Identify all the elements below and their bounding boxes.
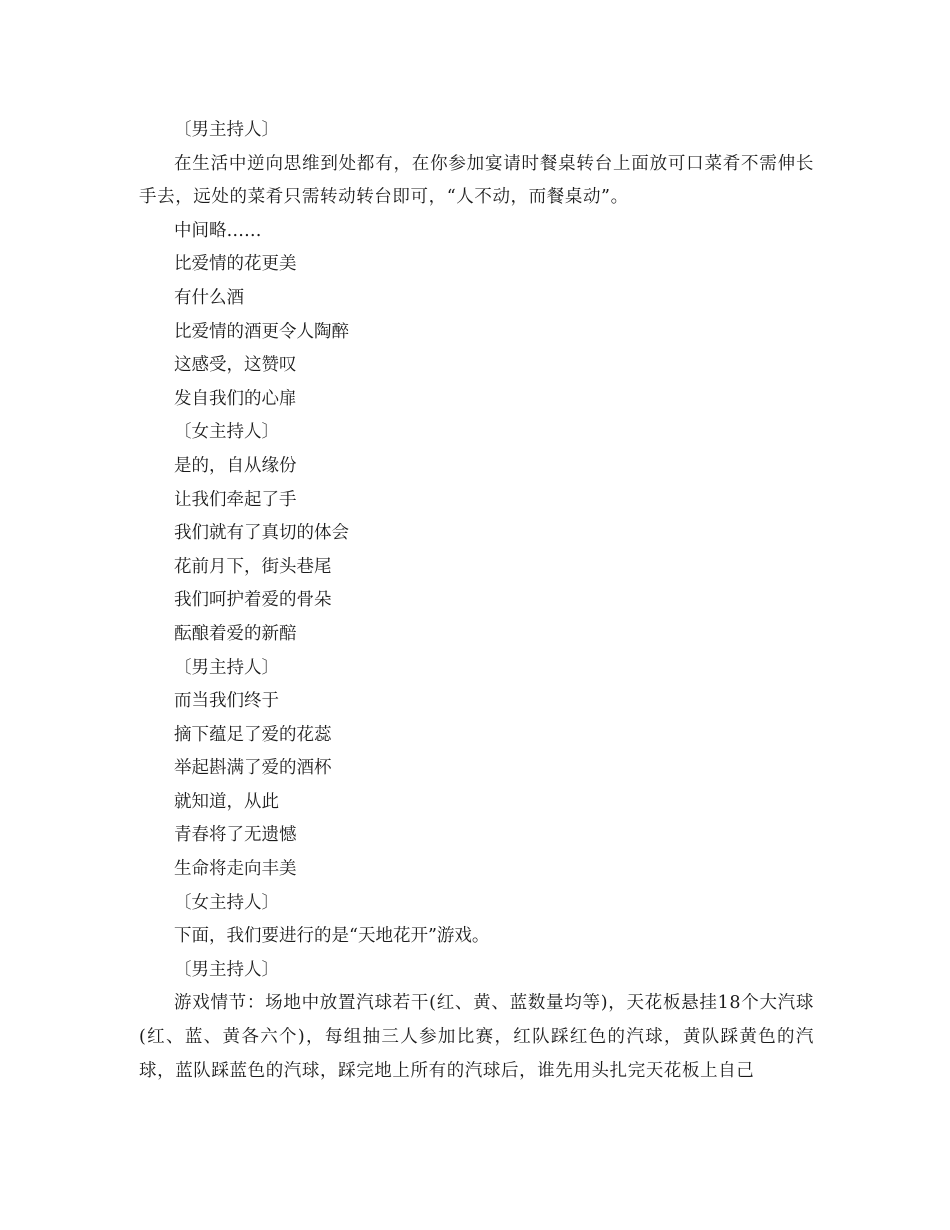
poem-line: 摘下蕴足了爱的花蕊 [174, 724, 332, 745]
poem-line: 我们就有了真切的体会 [174, 523, 349, 544]
poem-line: 让我们牵起了手 [174, 489, 297, 510]
poem-line: 比爱情的花更美 [174, 254, 297, 275]
speaker-label: 〔女主持人〕 [174, 892, 279, 913]
poem-line: 比爱情的酒更令人陶醉 [174, 321, 349, 342]
body-line: 下面，我们要进行的是“天地花开”游戏。 [174, 926, 490, 947]
poem-line: 举起斟满了爱的酒杯 [174, 758, 332, 779]
poem-line: 这感受，这赞叹 [174, 355, 297, 376]
poem-line: 花前月下，街头巷尾 [174, 556, 332, 577]
speaker-label: 〔男主持人〕 [174, 959, 279, 980]
body-paragraph: 在生活中逆向思维到处都有，在你参加宴请时餐桌转台上面放可口菜肴不需伸长手去，远处的菜肴只需转动转台即可，“人不动，而餐桌动”。 [139, 153, 814, 208]
poem-line: 发自我们的心扉 [174, 388, 297, 409]
poem-line: 而当我们终于 [174, 691, 279, 712]
body-line: 中间略…… [174, 220, 262, 241]
poem-line: 有什么酒 [174, 287, 244, 308]
poem-line: 青春将了无遗憾 [174, 825, 297, 846]
document-body [139, 114, 814, 1088]
poem-line: 就知道，从此 [174, 791, 279, 812]
speaker-label: 〔女主持人〕 [174, 422, 279, 443]
poem-line: 酝酿着爱的新醅 [174, 623, 297, 644]
poem-line: 是的，自从缘份 [174, 455, 297, 476]
poem-line: 生命将走向丰美 [174, 859, 297, 880]
speaker-label: 〔男主持人〕 [174, 657, 279, 678]
poem-line: 我们呵护着爱的骨朵 [174, 590, 332, 611]
speaker-label: 〔男主持人〕 [174, 120, 279, 140]
body-paragraph: 游戏情节：场地中放置汽球若干(红、黄、蓝数量均等)，天花板悬挂18个大汽球(红、蓝、黄各六个)，每组抽三人参加比赛，红队踩红色的汽球，黄队踩黄色的汽球，蓝队踩蓝色的汽球，踩完地上所有的汽球后，谁先用头扎完天花板上自己 [139, 993, 814, 1081]
